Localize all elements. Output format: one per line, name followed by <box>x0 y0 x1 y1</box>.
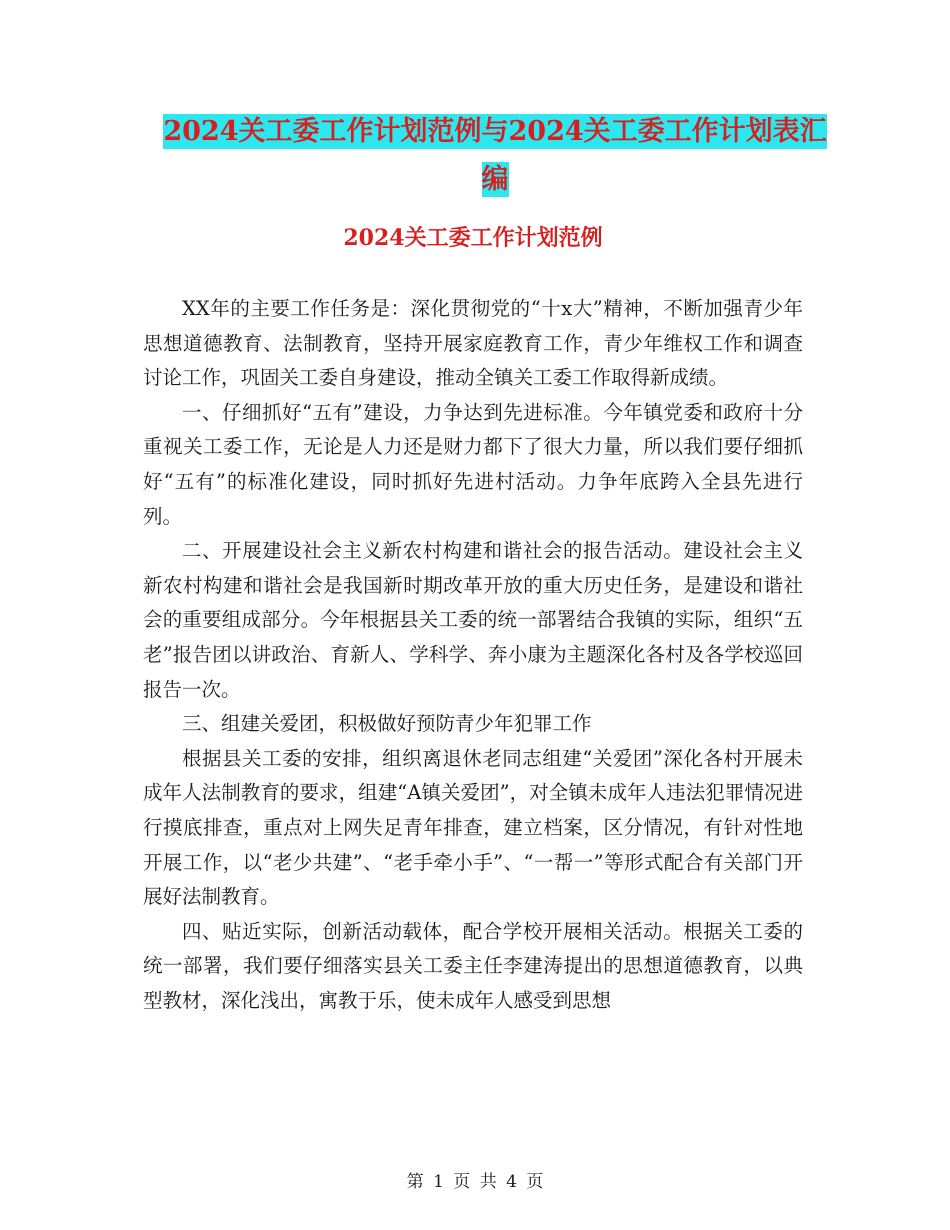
document-body <box>143 292 803 1018</box>
paragraph-item-3-body: 根据县关工委的安排，组织离退休老同志组建“关爱团”深化各村开展未成年人法制教育的要求，组建“A镇关爱团”，对全镇未成年人违法犯罪情况进行摸底排查，重点对上网失足青年排查，建立档案，区分情况，有针对性地开展工作，以“老少共建”、“老手牵小手”、“一帮一”等形式配合有关部门开展好法制教育。 <box>143 746 803 909</box>
paragraph-item-2: 二、开展建设社会主义新农村构建和谐社会的报告活动。建设社会主义新农村构建和谐社会是我国新时期改革开放的重大历史任务，是建设和谐社会的重要组成部分。今年根据县关工委的统一部署结合我镇的实际，组织“五老”报告团以讲政治、育新人、学科学、奔小康为主题深化各村及各学校巡回报告一次。 <box>143 539 803 701</box>
section-title: 2024关工委工作计划范例 <box>343 225 603 251</box>
paragraph-item-3-heading: 三、组建关爱团，积极做好预防青少年犯罪工作 <box>182 712 592 736</box>
document-title <box>150 108 840 204</box>
page-footer: 第 1 页 共 4 页 <box>406 1172 544 1192</box>
paragraph-intro: XX年的主要工作任务是：深化贯彻党的“十x大”精神，不断加强青少年思想道德教育、法制教育，坚持开展家庭教育工作，青少年维权工作和调查讨论工作，巩固关工委自身建设，推动全镇关工委工作取得新成绩。 <box>143 297 803 390</box>
document-title-text: 2024关工委工作计划范例与2024关工委工作计划表汇编 <box>163 116 827 195</box>
paragraph-item-4: 四、贴近实际，创新活动载体，配合学校开展相关活动。根据关工委的统一部署，我们要仔细落实县关工委主任李建涛提出的思想道德教育，以典型教材，深化浅出，寓教于乐，使未成年人感受到思想 <box>143 919 803 1012</box>
paragraph-item-1: 一、仔细抓好“五有”建设，力争达到先进标准。今年镇党委和政府十分重视关工委工作，无论是人力还是财力都下了很大力量，所以我们要仔细抓好“五有”的标准化建设，同时抓好先进村活动。力争年底跨入全县先进行列。 <box>143 400 803 528</box>
